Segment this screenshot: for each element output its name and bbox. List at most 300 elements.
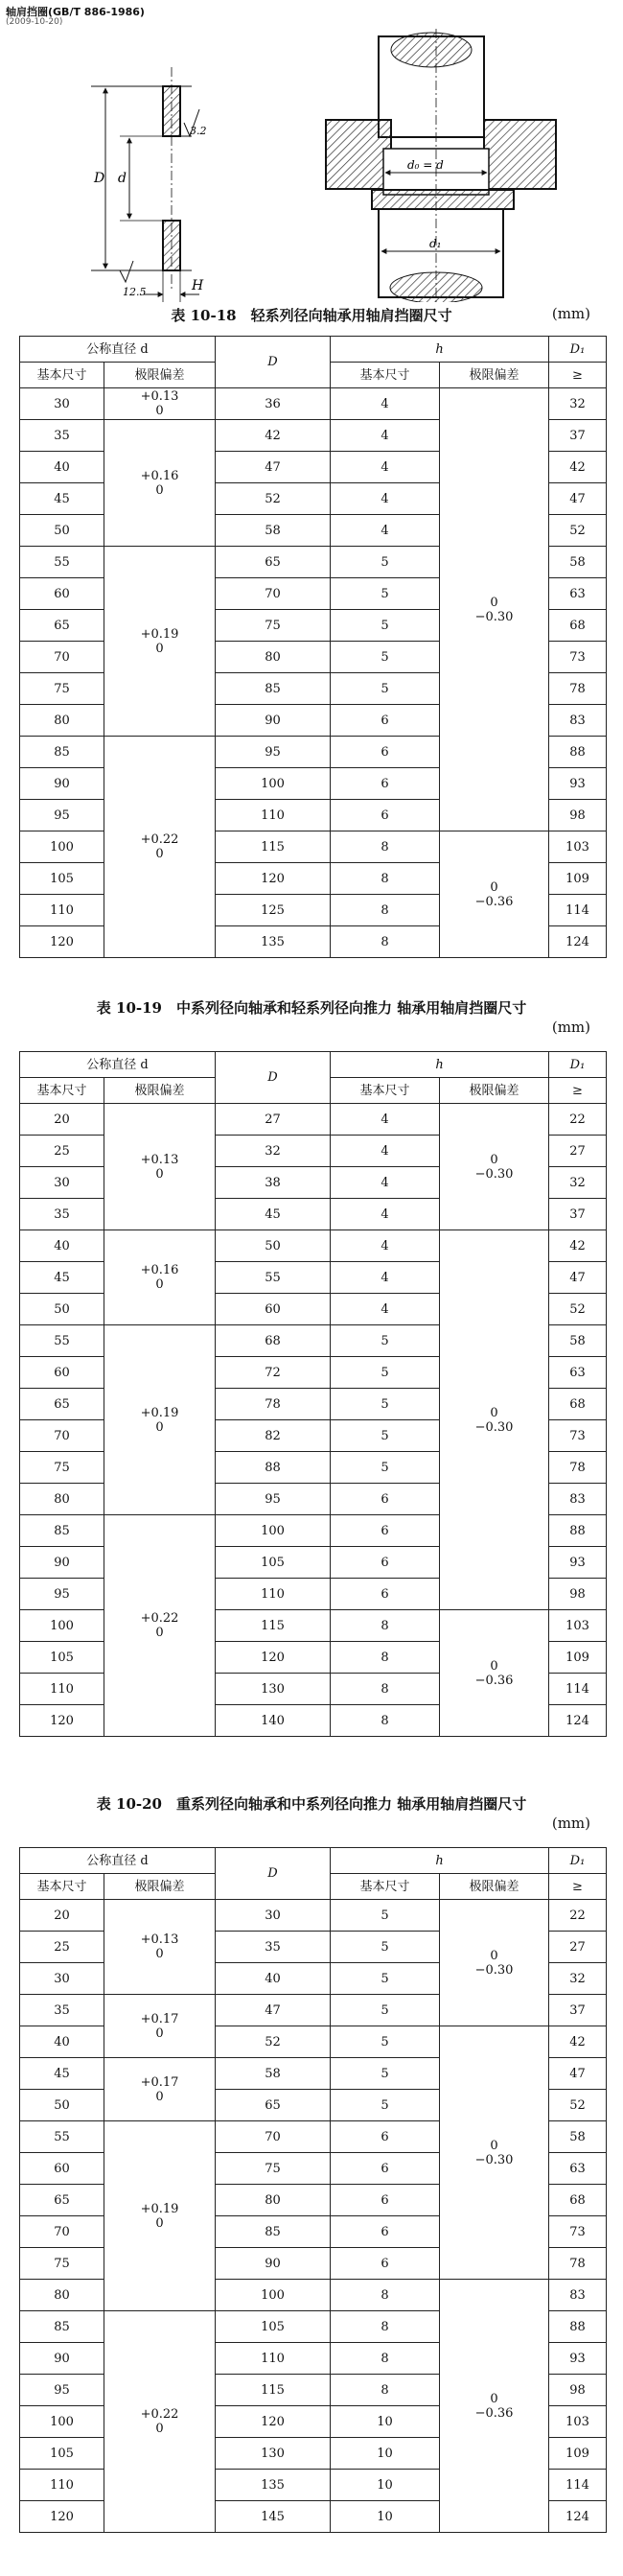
table-10-20 bbox=[19, 1847, 607, 2533]
D-cell: 88 bbox=[216, 1452, 331, 1484]
D1-cell: 78 bbox=[549, 2248, 607, 2280]
d-basic-size-cell: 55 bbox=[20, 547, 104, 578]
h-basic-size-cell: 5 bbox=[331, 578, 440, 610]
h-basic-size-cell: 4 bbox=[331, 1167, 440, 1199]
header-d-basic-size: 基本尺寸 bbox=[20, 1874, 104, 1900]
D-cell: 55 bbox=[216, 1262, 331, 1294]
d-basic-size-cell: 110 bbox=[20, 2470, 104, 2501]
D1-cell: 58 bbox=[549, 1325, 607, 1357]
d-basic-size-cell: 50 bbox=[20, 1294, 104, 1325]
d-tolerance-cell: +0.13 0 bbox=[104, 1900, 216, 1995]
D1-cell: 52 bbox=[549, 2090, 607, 2121]
D1-cell: 22 bbox=[549, 1900, 607, 1932]
header-h-basic-size: 基本尺寸 bbox=[331, 363, 440, 388]
D1-cell: 52 bbox=[549, 515, 607, 547]
d-basic-size-cell: 25 bbox=[20, 1136, 104, 1167]
h-basic-size-cell: 5 bbox=[331, 1995, 440, 2026]
D-cell: 58 bbox=[216, 2058, 331, 2090]
h-basic-size-cell: 5 bbox=[331, 547, 440, 578]
h-tolerance-cell: 0 −0.36 bbox=[440, 2280, 549, 2533]
D1-cell: 103 bbox=[549, 2406, 607, 2438]
h-basic-size-cell: 5 bbox=[331, 2026, 440, 2058]
D1-cell: 103 bbox=[549, 1610, 607, 1642]
d-basic-size-cell: 85 bbox=[20, 737, 104, 768]
D1-cell: 78 bbox=[549, 1452, 607, 1484]
D1-cell: 63 bbox=[549, 1357, 607, 1389]
d-basic-size-cell: 70 bbox=[20, 2216, 104, 2248]
header-d-tolerance: 极限偏差 bbox=[104, 363, 216, 388]
D1-cell: 83 bbox=[549, 705, 607, 737]
D1-cell: 68 bbox=[549, 610, 607, 642]
h-basic-size-cell: 4 bbox=[331, 483, 440, 515]
d-tolerance-cell: +0.17 0 bbox=[104, 1995, 216, 2058]
header-d-tolerance: 极限偏差 bbox=[104, 1078, 216, 1104]
h-basic-size-cell: 5 bbox=[331, 1325, 440, 1357]
table-10-19 bbox=[19, 1051, 607, 1737]
D-cell: 130 bbox=[216, 2438, 331, 2470]
header-d-tolerance: 极限偏差 bbox=[104, 1874, 216, 1900]
D1-cell: 124 bbox=[549, 1705, 607, 1737]
h-basic-size-cell: 5 bbox=[331, 1452, 440, 1484]
d-basic-size-cell: 85 bbox=[20, 2311, 104, 2343]
header-nominal-diameter: 公称直径 d bbox=[20, 1052, 216, 1078]
D1-cell: 37 bbox=[549, 1995, 607, 2026]
h-basic-size-cell: 8 bbox=[331, 2375, 440, 2406]
d-basic-size-cell: 100 bbox=[20, 831, 104, 863]
h-basic-size-cell: 4 bbox=[331, 1230, 440, 1262]
D1-cell: 37 bbox=[549, 420, 607, 452]
D-cell: 140 bbox=[216, 1705, 331, 1737]
d-basic-size-cell: 90 bbox=[20, 768, 104, 800]
h-basic-size-cell: 10 bbox=[331, 2438, 440, 2470]
assembly-view bbox=[326, 29, 556, 302]
d-basic-size-cell: 80 bbox=[20, 2280, 104, 2311]
d-basic-size-cell: 65 bbox=[20, 1389, 104, 1420]
d-basic-size-cell: 95 bbox=[20, 1579, 104, 1610]
D-cell: 40 bbox=[216, 1963, 331, 1995]
D1-cell: 103 bbox=[549, 831, 607, 863]
D1-cell: 88 bbox=[549, 2311, 607, 2343]
d-basic-size-cell: 65 bbox=[20, 2185, 104, 2216]
d-basic-size-cell: 60 bbox=[20, 1357, 104, 1389]
d-basic-size-cell: 100 bbox=[20, 1610, 104, 1642]
dim-H-label: H bbox=[192, 278, 204, 293]
D1-cell: 32 bbox=[549, 1167, 607, 1199]
d-tolerance-cell: +0.13 0 bbox=[104, 388, 216, 420]
d-basic-size-cell: 50 bbox=[20, 515, 104, 547]
d-tolerance-cell: +0.19 0 bbox=[104, 1325, 216, 1515]
d-basic-size-cell: 105 bbox=[20, 2438, 104, 2470]
D-cell: 125 bbox=[216, 895, 331, 926]
page-title: 轴肩挡圈(GB/T 886-1986) bbox=[6, 6, 145, 18]
h-basic-size-cell: 8 bbox=[331, 895, 440, 926]
d-basic-size-cell: 20 bbox=[20, 1900, 104, 1932]
D-cell: 38 bbox=[216, 1167, 331, 1199]
h-basic-size-cell: 5 bbox=[331, 673, 440, 705]
D-cell: 100 bbox=[216, 768, 331, 800]
h-basic-size-cell: 6 bbox=[331, 737, 440, 768]
D-cell: 145 bbox=[216, 2501, 331, 2533]
page-date: (2009-10-20) bbox=[6, 17, 63, 27]
D1-cell: 109 bbox=[549, 863, 607, 895]
D1-cell: 109 bbox=[549, 2438, 607, 2470]
D1-cell: 68 bbox=[549, 2185, 607, 2216]
D1-cell: 58 bbox=[549, 547, 607, 578]
d-basic-size-cell: 100 bbox=[20, 2406, 104, 2438]
D1-cell: 47 bbox=[549, 2058, 607, 2090]
shaft-shoulder-ring-drawing bbox=[0, 29, 623, 302]
D1-cell: 124 bbox=[549, 926, 607, 958]
h-basic-size-cell: 4 bbox=[331, 420, 440, 452]
D1-cell: 63 bbox=[549, 2153, 607, 2185]
D-cell: 80 bbox=[216, 642, 331, 673]
header-h-tolerance: 极限偏差 bbox=[440, 363, 549, 388]
D-cell: 120 bbox=[216, 2406, 331, 2438]
D-cell: 65 bbox=[216, 2090, 331, 2121]
d-basic-size-cell: 95 bbox=[20, 2375, 104, 2406]
header-D: D bbox=[216, 337, 331, 388]
h-basic-size-cell: 6 bbox=[331, 2121, 440, 2153]
d-basic-size-cell: 65 bbox=[20, 610, 104, 642]
D-cell: 105 bbox=[216, 2311, 331, 2343]
header-h-basic-size: 基本尺寸 bbox=[331, 1874, 440, 1900]
h-tolerance-cell: 0 −0.36 bbox=[440, 1610, 549, 1737]
D-cell: 110 bbox=[216, 1579, 331, 1610]
d-tolerance-cell: +0.17 0 bbox=[104, 2058, 216, 2121]
d-basic-size-cell: 25 bbox=[20, 1932, 104, 1963]
D1-cell: 47 bbox=[549, 1262, 607, 1294]
h-basic-size-cell: 5 bbox=[331, 1357, 440, 1389]
d-basic-size-cell: 60 bbox=[20, 2153, 104, 2185]
h-basic-size-cell: 4 bbox=[331, 1262, 440, 1294]
D-cell: 85 bbox=[216, 673, 331, 705]
h-basic-size-cell: 8 bbox=[331, 926, 440, 958]
D-cell: 75 bbox=[216, 2153, 331, 2185]
header-d-basic-size: 基本尺寸 bbox=[20, 363, 104, 388]
d-basic-size-cell: 80 bbox=[20, 1484, 104, 1515]
h-basic-size-cell: 4 bbox=[331, 1294, 440, 1325]
h-basic-size-cell: 4 bbox=[331, 388, 440, 420]
d-basic-size-cell: 55 bbox=[20, 2121, 104, 2153]
h-basic-size-cell: 6 bbox=[331, 2185, 440, 2216]
d-basic-size-cell: 20 bbox=[20, 1104, 104, 1136]
D-cell: 130 bbox=[216, 1674, 331, 1705]
table-10-18-caption: 表 10-18 轻系列径向轴承用轴肩挡圈尺寸 bbox=[171, 307, 452, 324]
h-basic-size-cell: 5 bbox=[331, 1932, 440, 1963]
D-cell: 36 bbox=[216, 388, 331, 420]
dim-D-label: D bbox=[94, 171, 105, 186]
D1-cell: 73 bbox=[549, 2216, 607, 2248]
d-basic-size-cell: 110 bbox=[20, 1674, 104, 1705]
d-basic-size-cell: 110 bbox=[20, 895, 104, 926]
D-cell: 105 bbox=[216, 1547, 331, 1579]
h-basic-size-cell: 4 bbox=[331, 1136, 440, 1167]
D-cell: 115 bbox=[216, 2375, 331, 2406]
d-basic-size-cell: 120 bbox=[20, 926, 104, 958]
h-basic-size-cell: 4 bbox=[331, 1199, 440, 1230]
d-basic-size-cell: 105 bbox=[20, 1642, 104, 1674]
D-cell: 58 bbox=[216, 515, 331, 547]
h-tolerance-cell: 0 −0.30 bbox=[440, 1900, 549, 2026]
h-basic-size-cell: 10 bbox=[331, 2501, 440, 2533]
header-D1: D₁ bbox=[549, 1052, 607, 1078]
d-basic-size-cell: 35 bbox=[20, 1995, 104, 2026]
D-cell: 47 bbox=[216, 452, 331, 483]
d-basic-size-cell: 95 bbox=[20, 800, 104, 831]
d-basic-size-cell: 30 bbox=[20, 1167, 104, 1199]
h-tolerance-cell: 0 −0.30 bbox=[440, 1230, 549, 1610]
h-basic-size-cell: 6 bbox=[331, 2216, 440, 2248]
h-tolerance-cell: 0 −0.36 bbox=[440, 831, 549, 958]
D-cell: 32 bbox=[216, 1136, 331, 1167]
table-row bbox=[20, 1900, 607, 1932]
D1-cell: 78 bbox=[549, 673, 607, 705]
d-tolerance-cell: +0.22 0 bbox=[104, 2311, 216, 2533]
d-tolerance-cell: +0.19 0 bbox=[104, 547, 216, 737]
d-basic-size-cell: 35 bbox=[20, 1199, 104, 1230]
d-basic-size-cell: 90 bbox=[20, 2343, 104, 2375]
D-cell: 68 bbox=[216, 1325, 331, 1357]
header-D1-min: ≥ bbox=[549, 1078, 607, 1104]
D1-cell: 83 bbox=[549, 1484, 607, 1515]
d-basic-size-cell: 70 bbox=[20, 1420, 104, 1452]
d-basic-size-cell: 85 bbox=[20, 1515, 104, 1547]
D-cell: 85 bbox=[216, 2216, 331, 2248]
d-basic-size-cell: 55 bbox=[20, 1325, 104, 1357]
D1-cell: 27 bbox=[549, 1136, 607, 1167]
header-D1-min: ≥ bbox=[549, 1874, 607, 1900]
label-d1: d₁ bbox=[429, 237, 442, 250]
d-basic-size-cell: 45 bbox=[20, 483, 104, 515]
h-basic-size-cell: 4 bbox=[331, 452, 440, 483]
d-tolerance-cell: +0.16 0 bbox=[104, 420, 216, 547]
h-basic-size-cell: 8 bbox=[331, 1642, 440, 1674]
D-cell: 135 bbox=[216, 2470, 331, 2501]
header-D1-min: ≥ bbox=[549, 363, 607, 388]
d-basic-size-cell: 70 bbox=[20, 642, 104, 673]
D1-cell: 88 bbox=[549, 737, 607, 768]
D1-cell: 32 bbox=[549, 1963, 607, 1995]
D-cell: 90 bbox=[216, 705, 331, 737]
D-cell: 45 bbox=[216, 1199, 331, 1230]
header-h-basic-size: 基本尺寸 bbox=[331, 1078, 440, 1104]
D1-cell: 63 bbox=[549, 578, 607, 610]
D1-cell: 32 bbox=[549, 388, 607, 420]
h-basic-size-cell: 6 bbox=[331, 1515, 440, 1547]
table-10-20-unit: (mm) bbox=[551, 1815, 590, 1832]
h-basic-size-cell: 8 bbox=[331, 831, 440, 863]
D-cell: 78 bbox=[216, 1389, 331, 1420]
table-10-19-unit: (mm) bbox=[551, 1019, 590, 1036]
D1-cell: 83 bbox=[549, 2280, 607, 2311]
D-cell: 70 bbox=[216, 2121, 331, 2153]
table-row bbox=[20, 1104, 607, 1136]
D-cell: 52 bbox=[216, 483, 331, 515]
header-h: h bbox=[331, 1848, 549, 1874]
D1-cell: 27 bbox=[549, 1932, 607, 1963]
D-cell: 115 bbox=[216, 1610, 331, 1642]
header-nominal-diameter: 公称直径 d bbox=[20, 1848, 216, 1874]
D1-cell: 42 bbox=[549, 1230, 607, 1262]
header-D1: D₁ bbox=[549, 1848, 607, 1874]
header-h: h bbox=[331, 1052, 549, 1078]
d-basic-size-cell: 75 bbox=[20, 1452, 104, 1484]
D1-cell: 37 bbox=[549, 1199, 607, 1230]
header-D: D bbox=[216, 1052, 331, 1104]
D-cell: 80 bbox=[216, 2185, 331, 2216]
D1-cell: 93 bbox=[549, 768, 607, 800]
h-basic-size-cell: 6 bbox=[331, 1484, 440, 1515]
h-tolerance-cell: 0 −0.30 bbox=[440, 2026, 549, 2280]
h-basic-size-cell: 10 bbox=[331, 2470, 440, 2501]
D1-cell: 58 bbox=[549, 2121, 607, 2153]
d-basic-size-cell: 120 bbox=[20, 1705, 104, 1737]
d-basic-size-cell: 40 bbox=[20, 2026, 104, 2058]
header-h: h bbox=[331, 337, 549, 363]
D1-cell: 73 bbox=[549, 1420, 607, 1452]
D-cell: 95 bbox=[216, 737, 331, 768]
D1-cell: 98 bbox=[549, 800, 607, 831]
h-basic-size-cell: 8 bbox=[331, 2343, 440, 2375]
D-cell: 27 bbox=[216, 1104, 331, 1136]
D1-cell: 114 bbox=[549, 1674, 607, 1705]
h-basic-size-cell: 5 bbox=[331, 1900, 440, 1932]
D-cell: 60 bbox=[216, 1294, 331, 1325]
h-basic-size-cell: 5 bbox=[331, 1389, 440, 1420]
D-cell: 47 bbox=[216, 1995, 331, 2026]
D-cell: 135 bbox=[216, 926, 331, 958]
h-basic-size-cell: 5 bbox=[331, 1963, 440, 1995]
D-cell: 35 bbox=[216, 1932, 331, 1963]
d-basic-size-cell: 90 bbox=[20, 1547, 104, 1579]
d-basic-size-cell: 50 bbox=[20, 2090, 104, 2121]
D1-cell: 52 bbox=[549, 1294, 607, 1325]
header-h-tolerance: 极限偏差 bbox=[440, 1874, 549, 1900]
D1-cell: 98 bbox=[549, 2375, 607, 2406]
h-basic-size-cell: 5 bbox=[331, 642, 440, 673]
d-basic-size-cell: 35 bbox=[20, 420, 104, 452]
D-cell: 90 bbox=[216, 2248, 331, 2280]
D-cell: 50 bbox=[216, 1230, 331, 1262]
header-h-tolerance: 极限偏差 bbox=[440, 1078, 549, 1104]
D-cell: 110 bbox=[216, 2343, 331, 2375]
D-cell: 65 bbox=[216, 547, 331, 578]
D-cell: 100 bbox=[216, 2280, 331, 2311]
d-basic-size-cell: 40 bbox=[20, 1230, 104, 1262]
table-10-19-caption: 表 10-19 中系列径向轴承和轻系列径向推力 轴承用轴肩挡圈尺寸 bbox=[96, 999, 527, 1017]
h-basic-size-cell: 8 bbox=[331, 1705, 440, 1737]
d-basic-size-cell: 30 bbox=[20, 1963, 104, 1995]
label-d0: d₀ = d bbox=[407, 158, 444, 172]
D1-cell: 47 bbox=[549, 483, 607, 515]
D1-cell: 114 bbox=[549, 895, 607, 926]
D1-cell: 114 bbox=[549, 2470, 607, 2501]
d-basic-size-cell: 30 bbox=[20, 388, 104, 420]
h-basic-size-cell: 6 bbox=[331, 1579, 440, 1610]
header-D: D bbox=[216, 1848, 331, 1900]
D1-cell: 98 bbox=[549, 1579, 607, 1610]
d-basic-size-cell: 40 bbox=[20, 452, 104, 483]
h-basic-size-cell: 6 bbox=[331, 1547, 440, 1579]
header-D1: D₁ bbox=[549, 337, 607, 363]
h-basic-size-cell: 6 bbox=[331, 2153, 440, 2185]
D1-cell: 42 bbox=[549, 2026, 607, 2058]
D-cell: 42 bbox=[216, 420, 331, 452]
table-10-18-unit: (mm) bbox=[551, 305, 590, 322]
table-10-20-caption: 表 10-20 重系列径向轴承和中系列径向推力 轴承用轴肩挡圈尺寸 bbox=[96, 1795, 527, 1813]
h-basic-size-cell: 5 bbox=[331, 2058, 440, 2090]
h-basic-size-cell: 5 bbox=[331, 1420, 440, 1452]
roughness-3-2: 3.2 bbox=[190, 125, 207, 137]
d-basic-size-cell: 120 bbox=[20, 2501, 104, 2533]
roughness-12-5: 12.5 bbox=[123, 286, 147, 298]
h-basic-size-cell: 8 bbox=[331, 1674, 440, 1705]
dim-d-label: d bbox=[118, 171, 127, 186]
table-10-18 bbox=[19, 336, 607, 958]
D1-cell: 93 bbox=[549, 1547, 607, 1579]
h-basic-size-cell: 6 bbox=[331, 705, 440, 737]
h-basic-size-cell: 6 bbox=[331, 768, 440, 800]
D-cell: 82 bbox=[216, 1420, 331, 1452]
h-basic-size-cell: 10 bbox=[331, 2406, 440, 2438]
d-tolerance-cell: +0.13 0 bbox=[104, 1104, 216, 1230]
D-cell: 110 bbox=[216, 800, 331, 831]
D-cell: 75 bbox=[216, 610, 331, 642]
h-basic-size-cell: 8 bbox=[331, 2280, 440, 2311]
header-nominal-diameter: 公称直径 d bbox=[20, 337, 216, 363]
D-cell: 72 bbox=[216, 1357, 331, 1389]
D1-cell: 109 bbox=[549, 1642, 607, 1674]
d-tolerance-cell: +0.16 0 bbox=[104, 1230, 216, 1325]
d-basic-size-cell: 45 bbox=[20, 2058, 104, 2090]
D1-cell: 93 bbox=[549, 2343, 607, 2375]
D1-cell: 68 bbox=[549, 1389, 607, 1420]
h-basic-size-cell: 6 bbox=[331, 2248, 440, 2280]
h-tolerance-cell: 0 −0.30 bbox=[440, 1104, 549, 1230]
D1-cell: 124 bbox=[549, 2501, 607, 2533]
h-basic-size-cell: 8 bbox=[331, 863, 440, 895]
D-cell: 70 bbox=[216, 578, 331, 610]
D1-cell: 73 bbox=[549, 642, 607, 673]
header-d-basic-size: 基本尺寸 bbox=[20, 1078, 104, 1104]
ring-section-view bbox=[91, 67, 207, 302]
h-tolerance-cell: 0 −0.30 bbox=[440, 388, 549, 831]
D-cell: 95 bbox=[216, 1484, 331, 1515]
D-cell: 120 bbox=[216, 863, 331, 895]
d-basic-size-cell: 60 bbox=[20, 578, 104, 610]
h-basic-size-cell: 8 bbox=[331, 1610, 440, 1642]
D-cell: 52 bbox=[216, 2026, 331, 2058]
table-row bbox=[20, 1230, 607, 1262]
D-cell: 120 bbox=[216, 1642, 331, 1674]
D-cell: 30 bbox=[216, 1900, 331, 1932]
d-basic-size-cell: 105 bbox=[20, 863, 104, 895]
D1-cell: 88 bbox=[549, 1515, 607, 1547]
d-basic-size-cell: 80 bbox=[20, 705, 104, 737]
D1-cell: 42 bbox=[549, 452, 607, 483]
d-tolerance-cell: +0.22 0 bbox=[104, 1515, 216, 1737]
d-basic-size-cell: 45 bbox=[20, 1262, 104, 1294]
D-cell: 115 bbox=[216, 831, 331, 863]
D-cell: 100 bbox=[216, 1515, 331, 1547]
D1-cell: 22 bbox=[549, 1104, 607, 1136]
h-basic-size-cell: 5 bbox=[331, 2090, 440, 2121]
h-basic-size-cell: 4 bbox=[331, 1104, 440, 1136]
h-basic-size-cell: 6 bbox=[331, 800, 440, 831]
d-basic-size-cell: 75 bbox=[20, 673, 104, 705]
h-basic-size-cell: 4 bbox=[331, 515, 440, 547]
d-tolerance-cell: +0.19 0 bbox=[104, 2121, 216, 2311]
